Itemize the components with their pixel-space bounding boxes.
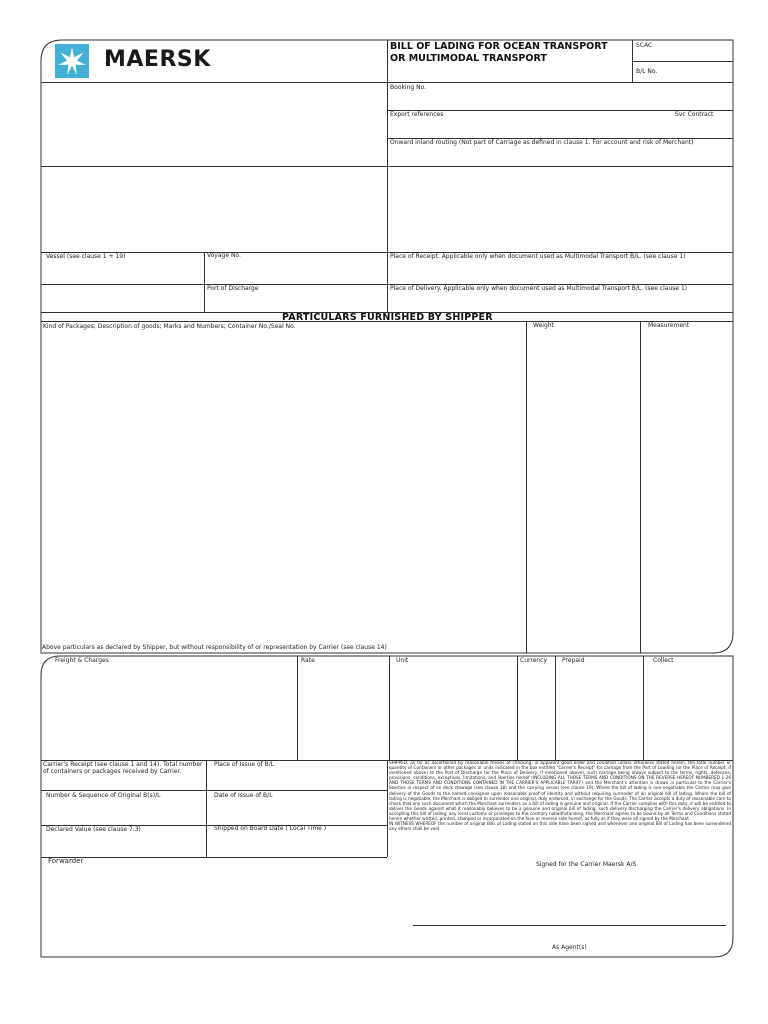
title-line-1: BILL OF LADING FOR OCEAN TRANSPORT bbox=[390, 41, 608, 52]
collect-label: Collect bbox=[653, 657, 674, 664]
booking-no-label: Booking No. bbox=[390, 84, 427, 91]
particulars-section-title: PARTICULARS FURNISHED BY SHIPPER bbox=[282, 312, 493, 323]
carriers-receipt-label bbox=[43, 761, 203, 775]
rate-label: Rate bbox=[301, 657, 315, 664]
title-line-2: OR MULTIMODAL TRANSPORT bbox=[390, 53, 547, 64]
carriers-receipt-line-1: Carrier's Receipt (see clause 1 and 14). Total number bbox=[43, 761, 203, 768]
unit-label: Unit bbox=[396, 657, 409, 664]
onward-routing-label: Onward inland routing (Not part of Carriage as defined in clause 1. For account and risk of Merchant) bbox=[390, 139, 694, 146]
goods-description-label: Kind of Packages; Description of goods; Marks and Numbers; Container No./Seal No. bbox=[43, 323, 296, 330]
signature-line bbox=[413, 925, 726, 926]
terms-and-conditions-text bbox=[389, 760, 731, 831]
export-references-label: Export references bbox=[390, 111, 444, 118]
terms-paragraph: SHIPPED, as far as ascertained by reasonable means of checking, in apparent good order and condition unless otherwise stated herein, the total number or quantity of Containers or other packages or units indicated in the box entitled "Carrier's Receipt" for carriage from the Port of Loading (or the Place of Receipt, if mentioned above) to the Port of Discharge (or the Place of Delivery, if mentioned above), such carriage being always subject to the terms, rights, defences, provisions, conditions, exceptions, limitations, and liberties hereof (INCLUDING ALL THOSE TERMS AND CONDITIONS ON THE REVERSE HEREOF NUMBERED 1-26 AND THOSE TERMS AND CONDITIONS CONTAINED IN THE CARRIER'S APPLICABLE TARIFF) and the Merchant's attention is drawn in particular to the Carrier's liberties in respect of on deck stowage (see clause 18) and the carrying vessel (see clause 19). Where the bill of lading is non-negotiable the Carrier may give delivery of the Goods to the named consignee upon reasonable proof of identity and without requiring surrender of an original bill of lading. Where the bill of lading is negotiable, the Merchant is obliged to surrender one original, duly endorsed, in exchange for the Goods. The Carrier accepts a duty of reasonable care to check that any such document which the Merchant surrenders as a bill of lading is genuine and original. If the Carrier complies with this duty, it will be entitled to deliver the Goods against what it reasonably believes to be a genuine and original bill of lading, such delivery discharging the Carrier's delivery obligations. In accepting this bill of lading, any local customs or privileges to the contrary notwithstanding, the Merchant agrees to be bound by all Terms and Conditions stated herein whether written, printed, stamped or incorporated on the face or reverse side hereof, as fully as if they were all signed by the Merchant. bbox=[389, 760, 731, 822]
date-of-issue-label: Date of Issue of B/L bbox=[214, 792, 273, 799]
place-of-receipt-label: Place of Receipt. Applicable only when document used as Multimodal Transport B/L. (see clause 1) bbox=[390, 253, 686, 260]
vessel-label: Vessel (see clause 1 + 19) bbox=[46, 253, 126, 260]
weight-label: Weight bbox=[533, 322, 554, 329]
forwarder-label: Forwarder bbox=[48, 857, 84, 865]
witness-paragraph: IN WITNESS WHEREOF the number of original Bills of Lading stated on this side have been signed and whenever one original Bill of Lading has been surrendered any others shall be void. bbox=[389, 821, 731, 832]
prepaid-label: Prepaid bbox=[562, 657, 585, 664]
svc-contract-label: Svc Contract bbox=[675, 111, 714, 118]
bl-no-label: B/L No. bbox=[636, 68, 658, 75]
signed-for-carrier-label: Signed for the Carrier Maersk A/S bbox=[536, 861, 637, 868]
place-of-issue-label: Place of Issue of B/L bbox=[214, 761, 275, 768]
brand-wordmark: MAERSK bbox=[104, 47, 211, 72]
place-of-delivery-label: Place of Delivery. Applicable only when document used as Multimodal Transport B/L. (see clause 1) bbox=[390, 285, 688, 292]
freight-charges-label: Freight & Charges bbox=[55, 657, 109, 664]
declared-value-label: Declared Value (see clause 7.3) bbox=[46, 826, 141, 833]
port-of-discharge-label: Port of Discharge bbox=[207, 285, 259, 292]
scac-label: SCAC bbox=[636, 42, 653, 49]
as-agent-label: As Agent(s) bbox=[552, 944, 587, 951]
shipped-on-board-label: Shipped on Board Date ( Local Time ) bbox=[214, 825, 327, 832]
measurement-label: Measurement bbox=[648, 322, 690, 329]
voyage-no-label: Voyage No. bbox=[207, 252, 241, 259]
maersk-logo bbox=[55, 44, 225, 78]
currency-label: Currency bbox=[520, 657, 548, 664]
carriers-receipt-line-2: of containers or packages received by Carrier. bbox=[43, 768, 182, 775]
number-sequence-label: Number & Sequence of Original B(s)/L bbox=[46, 792, 161, 799]
document-title bbox=[390, 41, 608, 65]
maersk-star-icon bbox=[55, 44, 89, 78]
shipper-disclaimer: Above particulars as declared by Shipper, but without responsibility of or representation by Carrier (see clause 14) bbox=[42, 644, 387, 651]
